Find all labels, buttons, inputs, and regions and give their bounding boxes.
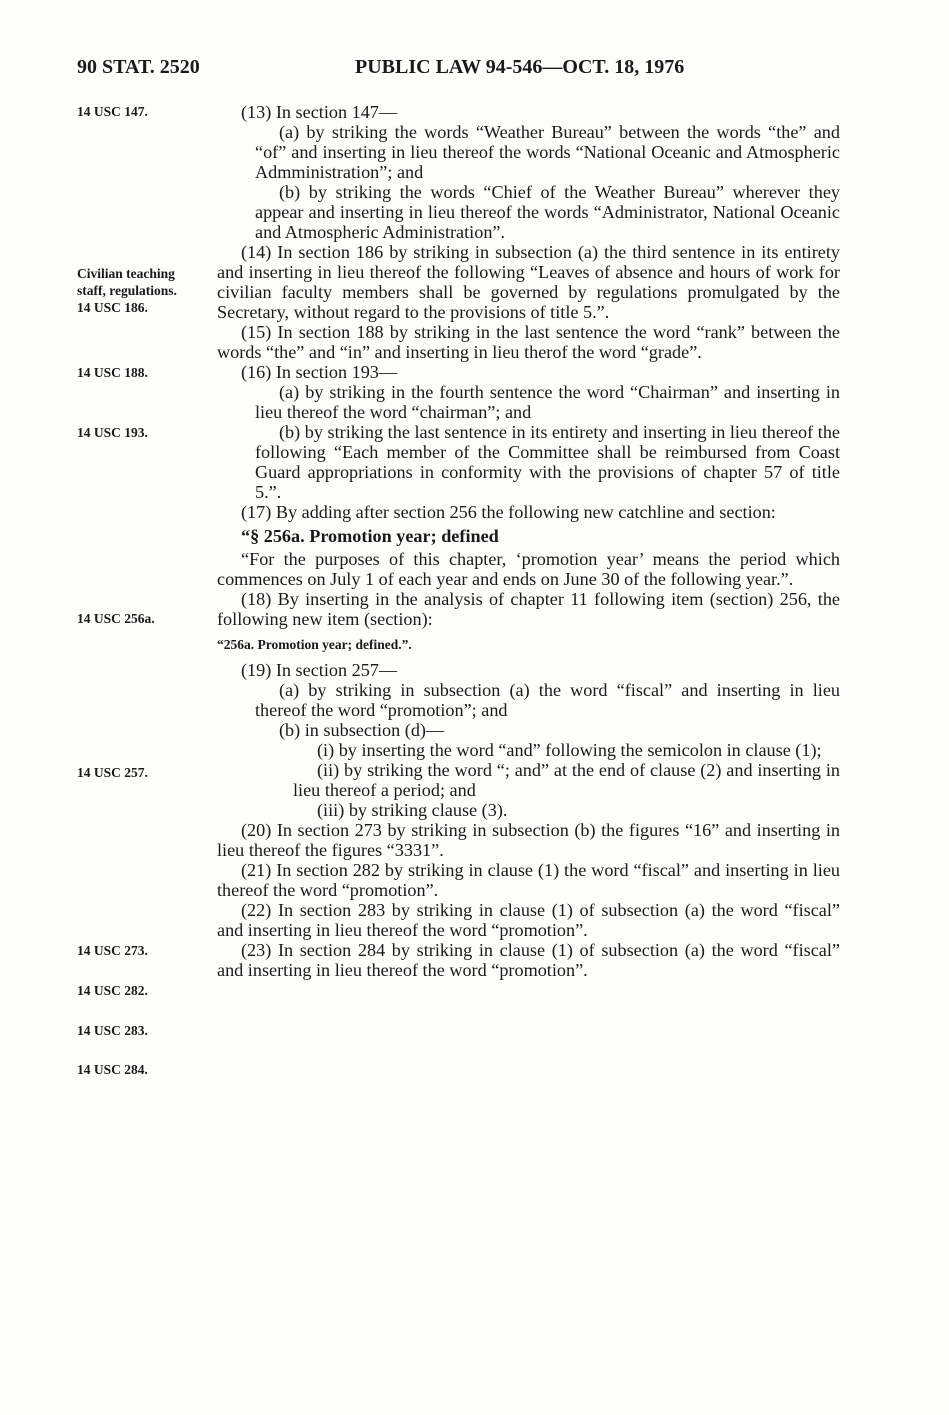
paragraph-16a: (a) by striking in the fourth sentence the word “Chairman” and inserting in lieu thereof the word “chairman”; and bbox=[255, 382, 840, 422]
paragraph-23: (23) In section 284 by striking in clause (1) of subsection (a) the word “fiscal” and inserting in lieu thereof the word “promotion”. bbox=[217, 940, 840, 980]
margin-note-256a: 14 USC 256a. bbox=[77, 611, 155, 626]
margin-note-283: 14 USC 283. bbox=[77, 1023, 148, 1038]
paragraph-19b-i: (i) by inserting the word “and” following the semicolon in clause (1); bbox=[317, 740, 822, 760]
paragraph-21: (21) In section 282 by striking in clause (1) the word “fiscal” and inserting in lieu thereof the word “promotion”. bbox=[217, 860, 840, 900]
paragraph-19b-iii: (iii) by striking clause (3). bbox=[317, 800, 508, 820]
margin-note-284: 14 USC 284. bbox=[77, 1062, 148, 1077]
margin-note-188: 14 USC 188. bbox=[77, 365, 148, 380]
paragraph-18: (18) By inserting in the analysis of chapter 11 following item (section) 256, the following new item (section): bbox=[217, 589, 840, 629]
margin-note-282: 14 USC 282. bbox=[77, 983, 148, 998]
margin-note-273: 14 USC 273. bbox=[77, 943, 148, 958]
paragraph-22: (22) In section 283 by striking in clause (1) of subsection (a) the word “fiscal” and inserting in lieu thereof the word “promotion”. bbox=[217, 900, 840, 940]
paragraph-13b: (b) by striking the words “Chief of the Weather Bureau” wherever they appear and inserting in lieu thereof the words “Administrator, National Oceanic and Atmospheric Administration”. bbox=[255, 182, 840, 242]
page-number: 90 STAT. 2520 bbox=[77, 56, 200, 78]
page-header bbox=[77, 56, 857, 86]
margin-note-line: staff, regulations. bbox=[77, 283, 177, 298]
paragraph-19a: (a) by striking in subsection (a) the word “fiscal” and inserting in lieu thereof the word “promotion”; and bbox=[255, 680, 840, 720]
paragraph-256a: “For the purposes of this chapter, ‘promotion year’ means the period which commences on July 1 of each year and ends on June 30 of the following year.”. bbox=[217, 549, 840, 589]
margin-note-257: 14 USC 257. bbox=[77, 765, 148, 780]
paragraph-19: (19) In section 257— bbox=[241, 660, 398, 680]
paragraph-14: (14) In section 186 by striking in subsection (a) the third sentence in its entirety and inserting in lieu thereof the following “Leaves of absence and hours of work for civilian faculty members shall be governed by regulations promulgated by the Secretary, without regard to the provisions of title 5.”. bbox=[217, 242, 840, 322]
margin-note-line: Civilian teaching bbox=[77, 266, 175, 281]
document-body bbox=[217, 102, 840, 980]
analysis-item-256a: “256a. Promotion year; defined.”. bbox=[217, 637, 412, 652]
paragraph-13: (13) In section 147— bbox=[241, 102, 398, 122]
paragraph-16b: (b) by striking the last sentence in its entirety and inserting in lieu thereof the following “Each member of the Committee shall be reimbursed from Coast Guard appropriations in conformity with the provisions of chapter 57 of title 5.”. bbox=[255, 422, 840, 502]
paragraph-19b-ii: (ii) by striking the word “; and” at the end of clause (2) and inserting in lieu thereof a period; and bbox=[293, 760, 840, 800]
paragraph-19b: (b) in subsection (d)— bbox=[279, 720, 445, 740]
margin-note-line: 14 USC 186. bbox=[77, 300, 148, 315]
paragraph-17: (17) By adding after section 256 the following new catchline and section: bbox=[241, 502, 776, 522]
paragraph-20: (20) In section 273 by striking in subsection (b) the figures “16” and inserting in lieu thereof the figures “3331”. bbox=[217, 820, 840, 860]
page-title: PUBLIC LAW 94-546—OCT. 18, 1976 bbox=[355, 56, 685, 78]
paragraph-16: (16) In section 193— bbox=[241, 362, 398, 382]
margin-note-147: 14 USC 147. bbox=[77, 104, 148, 119]
margin-note-civilian-teaching bbox=[77, 265, 212, 316]
paragraph-15: (15) In section 188 by striking in the last sentence the word “rank” between the words “the” and “in” and inserting in lieu therof the word “grade”. bbox=[217, 322, 840, 362]
margin-note-193: 14 USC 193. bbox=[77, 425, 148, 440]
section-heading-256a: “§ 256a. Promotion year; defined bbox=[241, 526, 499, 546]
paragraph-13a: (a) by striking the words “Weather Bureau” between the words “the” and “of” and inserting in lieu thereof the words “National Oceanic and Atmospheric Admministration”; and bbox=[255, 122, 840, 182]
